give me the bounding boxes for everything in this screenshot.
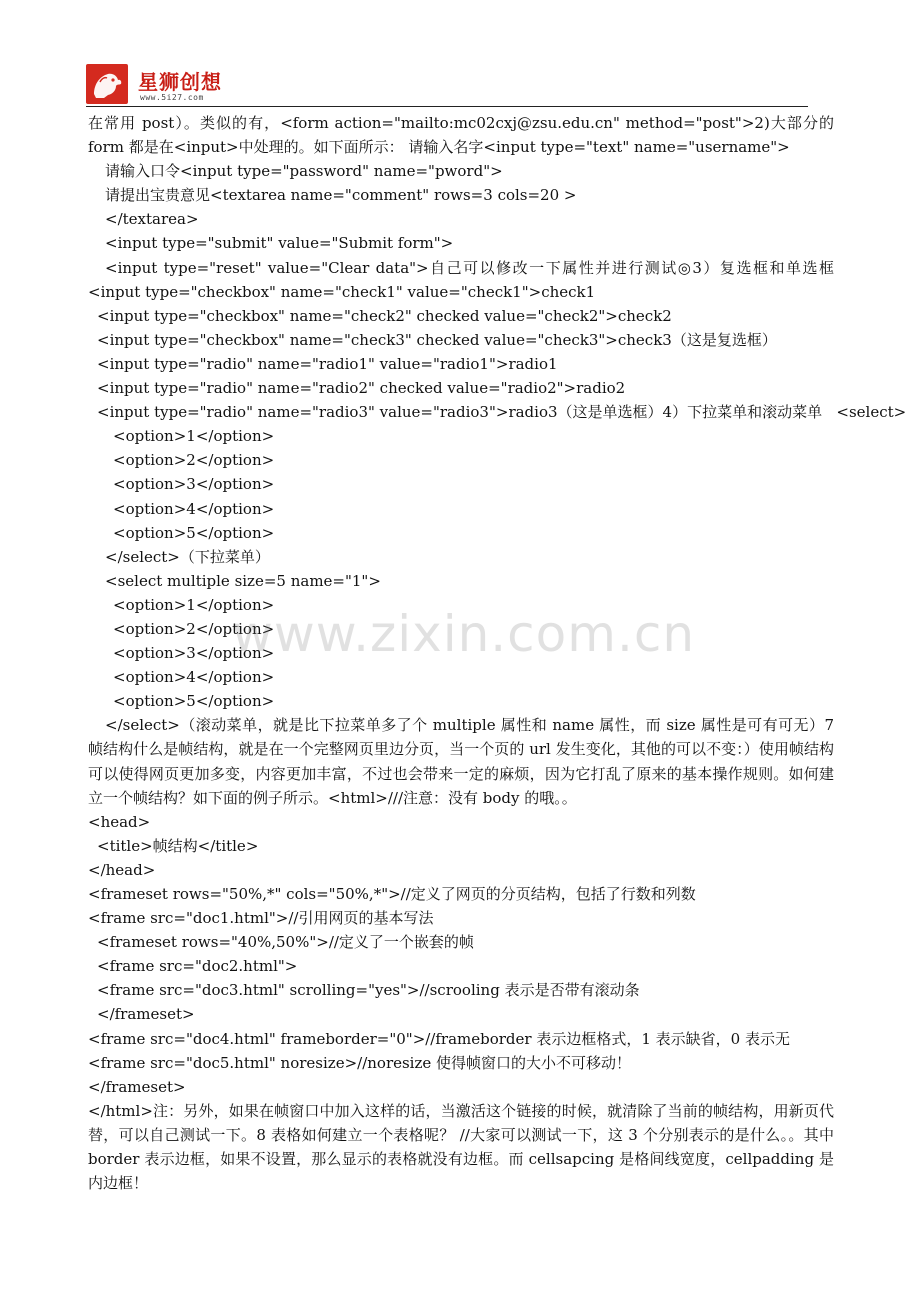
text-paragraph: 在常用 post）。类似的有，<form action="mailto:mc02cxj@zsu.edu.cn" method="post">2)大部分的 form 都是在<input>中处理的。如下面所示： 请输入名字<input type="text" name="username"> — [88, 114, 834, 157]
text-line: <title>帧结构</title> — [97, 836, 259, 855]
text-line: 请提出宝贵意见<textarea name="comment" rows=3 cols=20 > — [105, 186, 577, 205]
text-line: <option>4</option> — [113, 668, 275, 687]
text-line: <frame src="doc3.html" scrolling="yes">//scrooling 表示是否带有滚动条 — [97, 981, 640, 1000]
text-line: </head> — [88, 860, 156, 879]
text-line: <input type="radio" name="radio2" checked value="radio2">radio2 — [97, 379, 626, 398]
text-line: <frame src="doc1.html">//引用网页的基本写法 — [88, 909, 434, 928]
text-line: <option>1</option> — [113, 595, 275, 614]
text-line: <option>3</option> — [113, 475, 275, 494]
text-line: <option>5</option> — [113, 692, 275, 711]
text-line: </frameset> — [88, 1077, 186, 1096]
text-paragraph: <input type="reset" value="Clear data">自己可以修改一下属性并进行测试◎3）复选框和单选框 <input type="checkbox" name="check1" value="check1">check1 — [88, 258, 834, 301]
text-line: <select multiple size=5 name="1"> — [105, 571, 381, 590]
text-line: <frameset rows="50%,*" cols="50%,*">//定义了网页的分页结构，包括了行数和列数 — [88, 885, 696, 903]
text-line: <option>3</option> — [113, 644, 275, 663]
text-line: </frameset> — [97, 1005, 195, 1024]
document-body — [88, 111, 907, 1195]
text-line: <input type="radio" name="radio3" value="radio3">radio3（这是单选框）4）下拉菜单和滚动菜单 <select> — [97, 403, 907, 422]
brand-url: www.5i27.com — [140, 93, 204, 102]
text-line: </select>（下拉菜单） — [105, 547, 270, 566]
text-paragraph: </html>注：另外，如果在帧窗口中加入这样的话，当激活这个链接的时候，就清除了当前的帧结构，用新页代替，可以自己测试一下。8 表格如何建立一个表格呢？ //大家可以测试一下，这 3 个分别表示的是什么。。其中 border 表示边框，如果不设置，那么显示的表格就没有边框。而 cellsapcing 是格间线宽度，cellpadding 是内边框！ — [88, 1101, 834, 1193]
text-line: <option>2</option> — [113, 451, 275, 470]
text-line: <option>1</option> — [113, 427, 275, 446]
page-header — [86, 62, 810, 108]
text-line: <frame src="doc4.html" frameborder="0">//frameborder 表示边框格式，1 表示缺省，0 表示无 — [88, 1029, 790, 1048]
text-line: <option>2</option> — [113, 619, 275, 638]
text-line: <input type="checkbox" name="check2" checked value="check2">check2 — [97, 306, 672, 325]
text-line: <option>4</option> — [113, 499, 275, 518]
text-line: <option>5</option> — [113, 523, 275, 542]
text-paragraph: </select>（滚动菜单，就是比下拉菜单多了个 multiple 属性和 name 属性，而 size 属性是可有可无）7 帧结构什么是帧结构，就是在一个完整网页里边分页，当一个页的 url 发生变化，其他的可以不变：）使用帧结构可以使得网页更加多变，内容更加丰富，不过也会带来一定的麻烦，因为它打乱了原来的基本操作规则。如何建立一个帧结构？如下面的例子所示。<html>///注意：没有 body 的哦。。 — [88, 716, 834, 807]
text-line: <input type="radio" name="radio1" value="radio1">radio1 — [97, 354, 558, 373]
text-line: <frameset rows="40%,50%">//定义了一个嵌套的帧 — [97, 933, 474, 952]
lion-logo-icon — [86, 64, 128, 104]
text-line: <frame src="doc5.html" noresize>//noresize 使得帧窗口的大小不可移动！ — [88, 1053, 632, 1072]
brand-name: 星狮创想 — [138, 70, 222, 94]
watermark: www.zixin.com.cn — [232, 605, 696, 663]
text-line: <input type="checkbox" name="check3" checked value="check3">check3（这是复选框） — [97, 330, 777, 349]
text-line: <input type="submit" value="Submit form"> — [105, 234, 454, 253]
text-line: 请输入口令<input type="password" name="pword"> — [105, 162, 503, 181]
text-line: </textarea> — [105, 210, 199, 229]
header-divider — [86, 106, 808, 107]
text-line: <frame src="doc2.html"> — [97, 957, 298, 976]
text-line: <head> — [88, 812, 151, 831]
